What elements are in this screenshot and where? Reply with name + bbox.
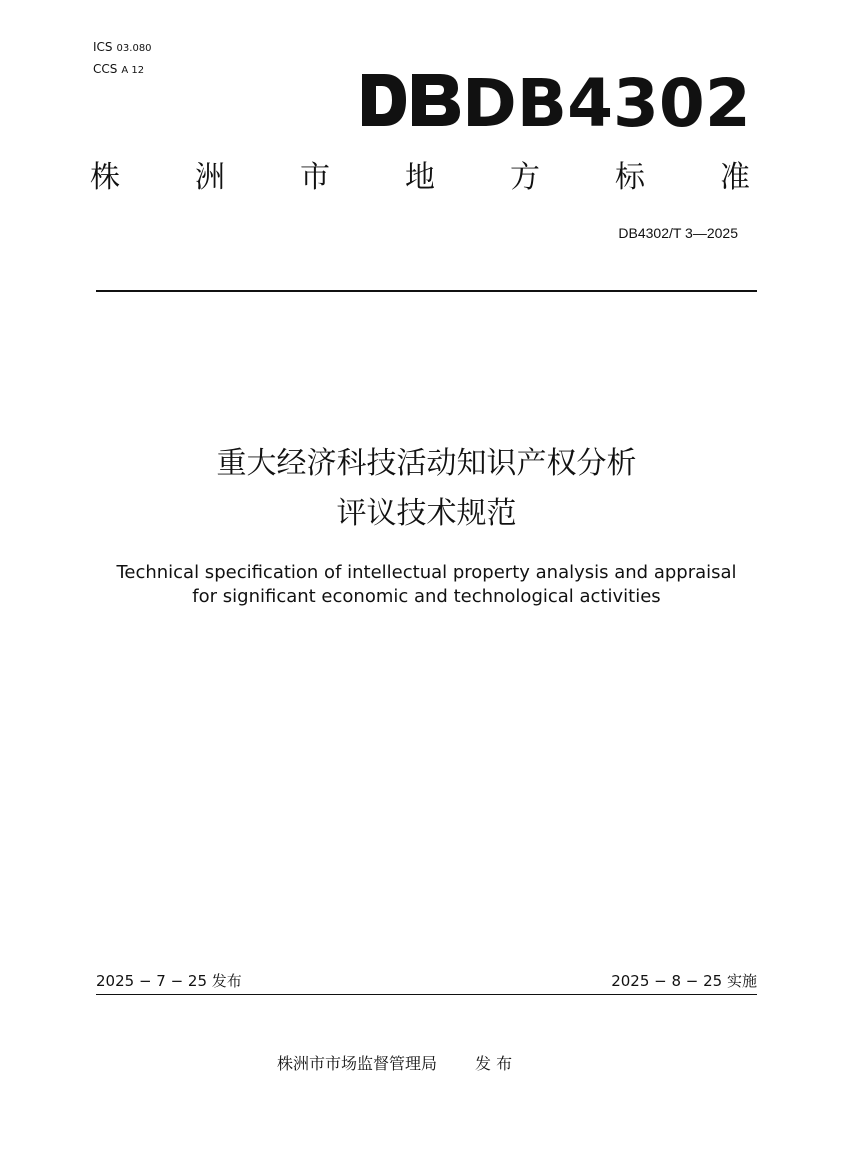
title-en-line1: Technical specification of intellectual property analysis and appraisal: [116, 562, 737, 583]
release-date: 2025 − 7 − 25 发布: [96, 972, 242, 990]
standard-type-char: 株: [90, 160, 120, 195]
logo-number: DB4302: [462, 65, 751, 142]
ccs-value: A 12: [121, 65, 145, 76]
standard-type-char: 准: [720, 160, 750, 195]
top-divider: [96, 290, 757, 292]
standard-type-char: 地: [405, 160, 435, 195]
ics-label: ICS: [93, 40, 113, 54]
publisher: [277, 1053, 512, 1075]
title-cn-line1: 重大经济科技活动知识产权分析: [216, 446, 637, 481]
ics-code: [93, 40, 152, 56]
publisher-action: 发 布: [475, 1054, 513, 1073]
title-cn-line2: 评议技术规范: [336, 496, 517, 531]
standard-number: DB4302/T 3—2025: [618, 225, 738, 241]
ics-value: 03.080: [116, 43, 152, 54]
title-en-line2: for significant economic and technological activities: [192, 586, 661, 607]
db-logo: [362, 62, 751, 142]
publisher-name: 株洲市市场监督管理局: [277, 1054, 438, 1073]
standard-type-char: 洲: [195, 160, 225, 195]
ccs-code: [93, 62, 144, 78]
bottom-divider: [96, 994, 757, 995]
ccs-label: CCS: [93, 62, 118, 76]
standard-type-char: 标: [615, 160, 645, 195]
standard-type-char: 方: [510, 160, 540, 195]
standard-type-char: 市: [300, 160, 330, 195]
standard-type: [90, 158, 750, 198]
implement-date: 2025 − 8 − 25 实施: [611, 972, 757, 990]
